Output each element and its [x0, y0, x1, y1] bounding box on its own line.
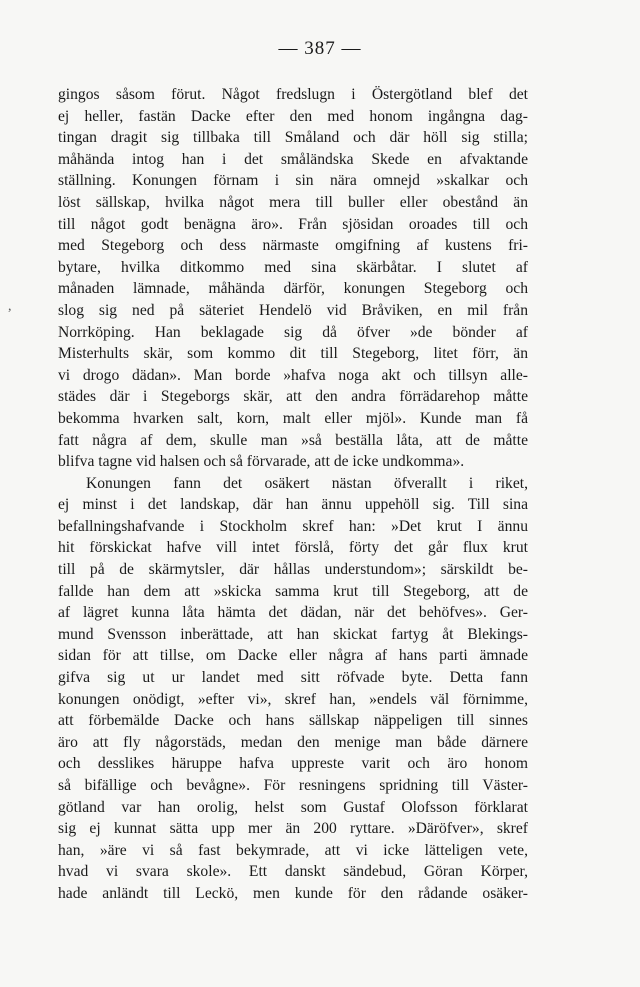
text-line: hvad vi svara skole». Ett danskt sändebud, Göran Körper, [58, 863, 528, 881]
text-line: tingan dragit sig tillbaka till Småland och där höll sig stilla; [58, 129, 528, 147]
text-line: sidan för att tillse, om Dacke eller några af hans parti ämnade [58, 647, 528, 665]
text-line: hade anländt till Leckö, men kunde för den rådande osäker- [58, 884, 528, 902]
text-line: till något godt benägna äro». Från sjösidan oroades till och [58, 215, 528, 233]
text-line: måhända intog han i det småländska Skede en afvaktande [58, 150, 528, 168]
text-line: hit förskickat hafve vill intet förslå, förty det går flux krut [58, 539, 528, 557]
text-line: Misterhults skär, som kommo dit till Stegeborg, litet förr, än [58, 345, 528, 363]
text-line: så bifällige och bevågne». För resningens spridning till Väster- [58, 777, 528, 794]
text-line: ej heller, fastän Dacke efter den med honom ingångna dag- [58, 107, 528, 125]
text-line: bekomma hvarken salt, korn, malt eller mjöl». Kunde man få [58, 409, 528, 427]
page-number: — 387 — [278, 38, 362, 59]
text-line: blifva tagne vid halsen och så förvarade, att de icke undkomma». [58, 453, 465, 471]
text-line: konungen onödigt, »efter vi», skref han, »endels väl förnimme, [58, 690, 528, 708]
text-line: af lägret kunna låta hämta det dädan, när det behöfves». Ger- [58, 604, 528, 622]
text-line: Konungen fann det osäkert nästan öfverallt i riket, [86, 474, 528, 492]
text-line: sig ej kunnat sätta upp mer än 200 ryttare. »Däröfver», skref [58, 820, 528, 838]
text-line: gingos såsom förut. Något fredslugn i Östergötland blef det [58, 86, 528, 103]
text-line: ställning. Konungen förnam i sin nära omnejd »skalkar och [58, 172, 528, 190]
text-line: att förbemälde Dacke och hans sällskap näppeligen till sinnes [58, 712, 528, 730]
text-line: slog sig ned på säteriet Hendelö vid Bråviken, en mil från [58, 301, 528, 319]
text-line: löst sällskap, hvilka något mera till buller eller obestånd än [58, 193, 528, 211]
margin-mark: , [8, 299, 12, 314]
text-line: befallningshafvande i Stockholm skref han: »Det krut I ännu [58, 517, 528, 535]
text-line: fatt några af dem, skulle man »så beställa låta, att de måtte [58, 431, 528, 449]
text-line: götland var han orolig, helst som Gustaf Olofsson förklarat [58, 798, 528, 816]
text-line: bytare, hvilka ditkommo med sina skärbåtar. I slutet af [58, 258, 528, 276]
text-line: mund Svensson inberättade, att han skickat fartyg åt Blekings- [58, 625, 528, 643]
text-line: fallde han dem att »skicka samma krut till Stegeborg, att de [58, 582, 528, 600]
text-line: med Stegeborg och dess närmaste omgifning af kustens fri- [58, 237, 528, 255]
text-line: och desslikes häruppe hafva uppreste varit och äro honom [58, 755, 528, 773]
text-line: Norrköping. Han beklagade sig då öfver »de bönder af [58, 323, 528, 341]
text-line: äro att fly någorstäds, medan den menige man både därnere [58, 733, 528, 751]
text-line: han, »äre vi så fast bekymrade, att vi icke lätteligen vete, [58, 841, 528, 859]
text-line: gifva sig ut ur landet med sitt röfvade byte. Detta fann [58, 669, 528, 687]
text-line: städes där i Stegeborgs skär, att den andra förrädarehop måtte [58, 388, 528, 406]
text-line: ej minst i det landskap, där han ännu uppehöll sig. Till sina [58, 496, 528, 514]
text-line: vi drogo dädan». Man borde »hafva noga akt och tillsyn alle- [58, 366, 528, 384]
text-line: månaden lämnade, måhända därför, konungen Stegeborg och [58, 280, 528, 298]
body-text [58, 84, 528, 905]
text-line: till på de skärmytsler, där hållas understundom»; särskildt be- [58, 561, 528, 579]
